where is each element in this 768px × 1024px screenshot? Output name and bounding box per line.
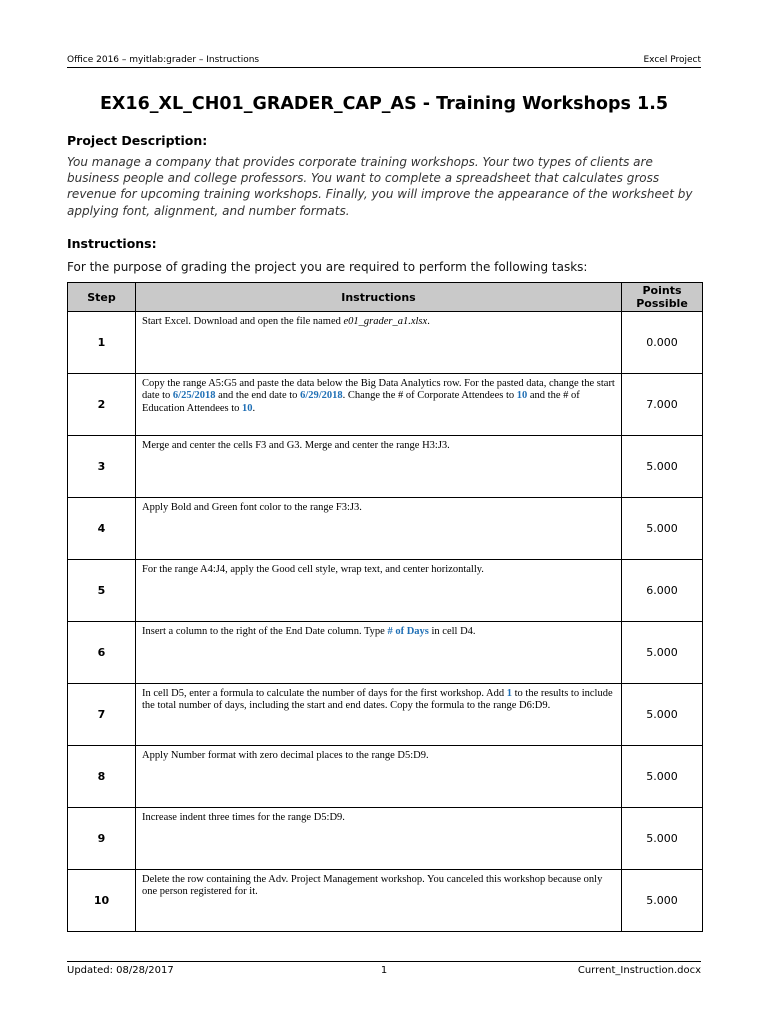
step-number: 7 [68, 684, 136, 746]
instruction-segment: . [252, 402, 256, 414]
header-rule [67, 67, 701, 68]
step-number: 5 [68, 560, 136, 622]
points-value: 5.000 [622, 498, 703, 560]
step-number: 9 [68, 808, 136, 870]
instructions-intro: For the purpose of grading the project you are required to perform the following tasks: [67, 260, 588, 274]
points-value: 0.000 [622, 312, 703, 374]
step-number: 10 [68, 870, 136, 932]
step-number: 6 [68, 622, 136, 684]
instruction-segment: In cell D5, enter a formula to calculate the number of days for the first workshop. Add [142, 688, 507, 699]
page-header [67, 54, 701, 66]
page-footer [67, 964, 701, 978]
table-row [68, 498, 703, 560]
table-row [68, 808, 703, 870]
table-row [68, 622, 703, 684]
highlighted-value: 10 [516, 390, 528, 402]
step-number: 4 [68, 498, 136, 560]
project-description-text: You manage a company that provides corporate training workshops. Your two types of clients are business people and college professors. You want to complete a spreadsheet that calculates gross revenue for upcoming training workshops. Finally, you will improve the appearance of the worksheet by applying font, alignment, and number formats. [67, 155, 693, 218]
instruction-segment: Apply Bold and Green font color to the range F3:J3. [142, 502, 362, 513]
instruction-segment: . [427, 316, 430, 327]
instruction-text [136, 312, 622, 374]
instruction-segment: Insert a column to the right of the End Date column. Type [142, 626, 388, 637]
points-value: 5.000 [622, 808, 703, 870]
highlighted-value: 6/25/2018 [172, 390, 216, 402]
instruction-segment: Apply Number format with zero decimal places to the range D5:D9. [142, 750, 429, 761]
table-row [68, 684, 703, 746]
table-row [68, 436, 703, 498]
instructions-heading: Instructions: [67, 236, 157, 251]
header-right-text: Excel Project [643, 55, 701, 65]
step-number: 3 [68, 436, 136, 498]
step-number: 1 [68, 312, 136, 374]
footer-filename: Current_Instruction.docx [577, 965, 701, 976]
instruction-segment: For the range A4:J4, apply the Good cell style, wrap text, and center horizontally. [142, 564, 484, 575]
table-row [68, 312, 703, 374]
table-row [68, 746, 703, 808]
instruction-segment: and the end date to [215, 390, 301, 402]
instructions-column-header: Instructions [136, 283, 622, 312]
header-left-text: Office 2016 – myitlab:grader – Instructions [67, 55, 260, 65]
highlighted-value: 10 [242, 402, 253, 414]
instruction-text [136, 622, 622, 684]
highlighted-value: 6/29/2018 [300, 390, 343, 402]
instruction-text [136, 746, 622, 808]
highlighted-value: 1 [506, 688, 513, 699]
step-number: 8 [68, 746, 136, 808]
highlighted-value: # of Days [387, 626, 429, 637]
instruction-text [136, 684, 622, 746]
instruction-segment: Increase indent three times for the range D5:D9. [142, 812, 345, 823]
instruction-segment: to the results to include the total number of days, including the start and end dates. Copy the formula to the range D6:D9. [142, 688, 613, 712]
instruction-text [136, 560, 622, 622]
points-value: 5.000 [622, 684, 703, 746]
project-description-heading: Project Description: [67, 133, 208, 148]
instruction-text [136, 870, 622, 932]
points-value: 5.000 [622, 746, 703, 808]
instruction-segment: and the # of Education Attendees to [142, 390, 580, 414]
instruction-text [136, 374, 622, 436]
points-value: 5.000 [622, 622, 703, 684]
instruction-text [136, 808, 622, 870]
instruction-segment: Start Excel. Download and open the file named [142, 316, 344, 327]
instruction-text [136, 498, 622, 560]
points-value: 6.000 [622, 560, 703, 622]
step-number: 2 [68, 374, 136, 436]
footer-updated-date: Updated: 08/28/2017 [67, 965, 174, 976]
instruction-text [136, 436, 622, 498]
instruction-segment: in cell D4. [428, 626, 476, 637]
step-column-header: Step [68, 283, 136, 312]
table-header-row [68, 283, 703, 312]
table-row [68, 560, 703, 622]
footer-rule [67, 961, 701, 962]
points-value: 5.000 [622, 870, 703, 932]
points-value: 7.000 [622, 374, 703, 436]
instruction-segment: e01_grader_a1.xlsx [343, 316, 428, 327]
table-row [68, 374, 703, 436]
instruction-segment: Merge and center the cells F3 and G3. Merge and center the range H3:J3. [142, 440, 450, 451]
points-value: 5.000 [622, 436, 703, 498]
instruction-segment: . Change the # of Corporate Attendees to [342, 390, 517, 402]
document-title: EX16_XL_CH01_GRADER_CAP_AS - Training Workshops 1.5 [99, 94, 669, 114]
table-row [68, 870, 703, 932]
tasks-table [67, 282, 703, 932]
page-number: 1 [380, 965, 388, 976]
points-column-header: Points Possible [622, 283, 703, 312]
instruction-segment: Copy the range A5:G5 and paste the data below the Big Data Analytics row. For the pasted data, change the start date to [142, 378, 615, 402]
instruction-segment: Delete the row containing the Adv. Project Management workshop. You canceled this workshop because only one person registered for it. [142, 874, 603, 898]
task-rows [68, 312, 703, 932]
